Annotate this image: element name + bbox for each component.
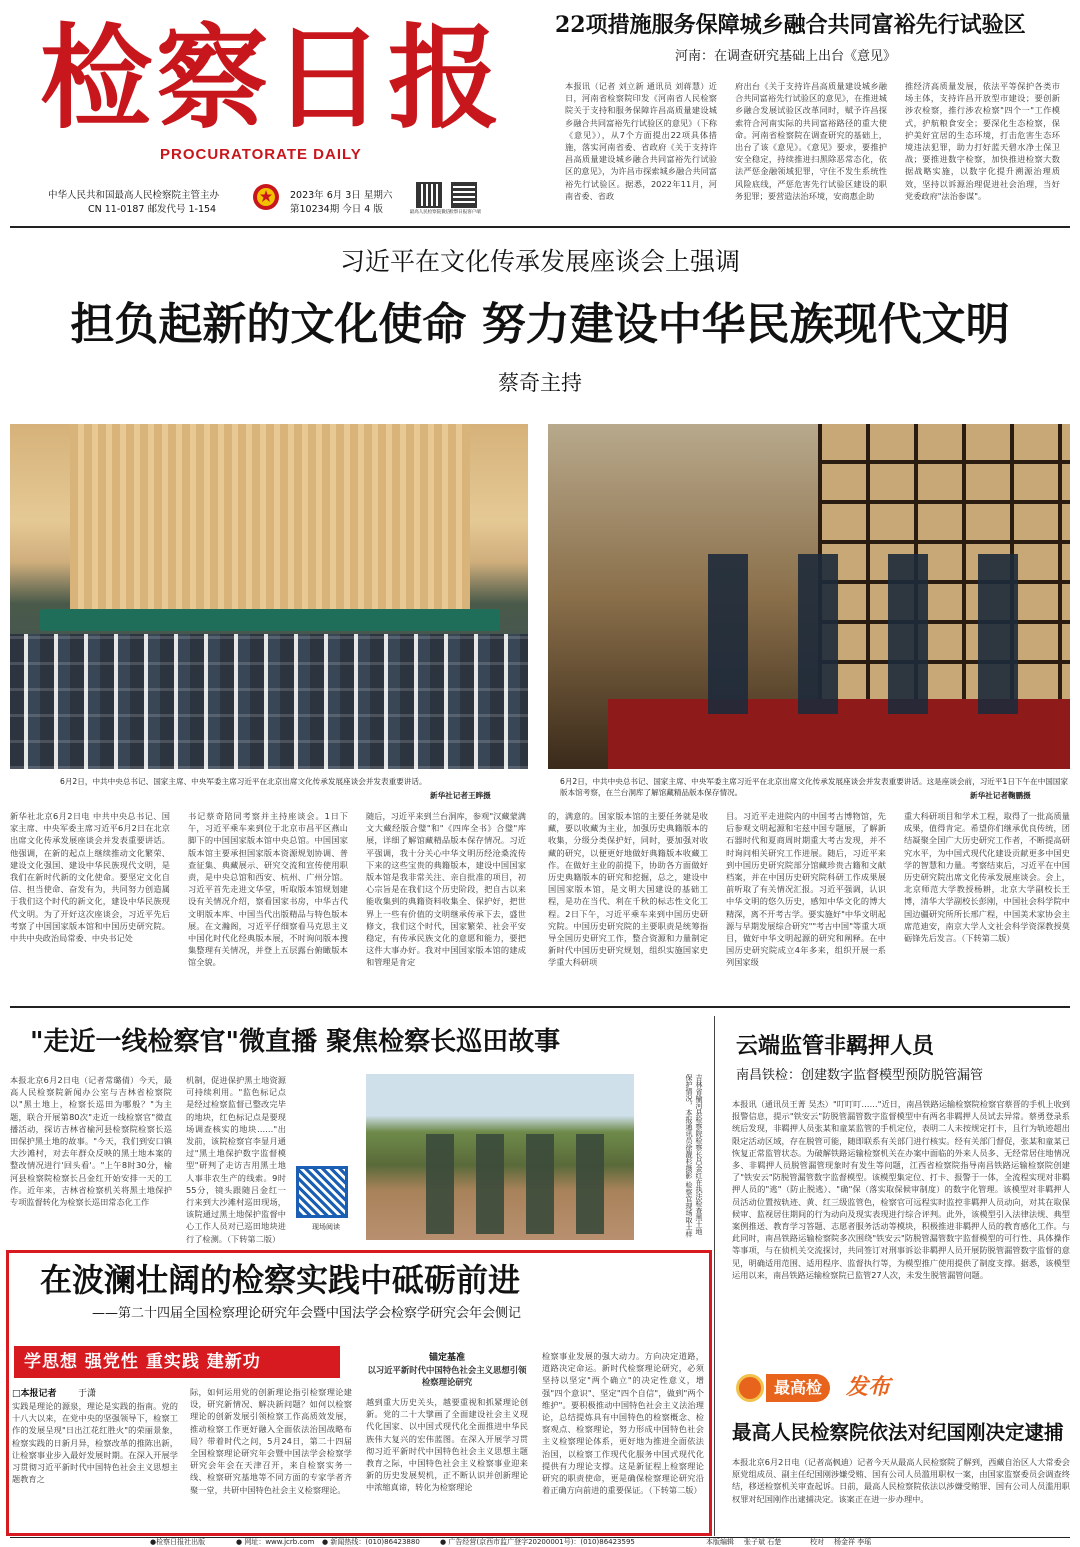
footer-proof-label: 校对 xyxy=(810,1538,824,1546)
lead-col-6: 重大科研项目和学术工程，取得了一批高质量成果，值得肯定。希望你们继承优良传统，团结凝聚全国广大历史研究工作者，不断提高研究水平，为中国式现代化建设贡献更多中国史学的智慧和力量。考察结束后，习近平在中国历史研究院出席文化传承发展座谈会。会上，北京师范大学教授杨耕，北京大学副校长王博，清华大学副校长彭刚，中国社会科学院中国边疆研究所所长邢广程，中国美术家协会主席范迪安，南京大学人文社会科学资深教授莫砺锋先后发言。（下转第二版） xyxy=(904,811,1070,944)
inspectors xyxy=(426,1134,626,1234)
feature-col-2: 际，如何运用党的创新理论指引检察理论建设，研究新情况、解决新问题？如何以检察理论的创新发展引领检察工作高质效发展，推动检察工作更好融入全面依法治国战略布局？带着时代之问，5月24日，第二十四届全国检察理论研究年会暨中国法学会检察学研究会年会在天津召开，来自检察实务一线、检察研究基地等不同方面的专家学者齐聚一堂，共研中国特色社会主义检察理论。 xyxy=(190,1387,352,1495)
sponsor-line: 中华人民共和国最高人民检察院主管主办 xyxy=(48,190,220,201)
feature-headline: 在波澜壮阔的检察实践中砥砺前进 xyxy=(40,1261,521,1299)
divider xyxy=(10,1006,1070,1008)
issue-number: 第10234期 今日 4 版 xyxy=(290,204,383,215)
footer-editor-label: 本版编辑 xyxy=(706,1538,734,1546)
library-visit-photo xyxy=(548,424,1070,769)
lead-col-2: 书记蔡奇陪同考察并主持座谈会。1日下午，习近平乘车来到位于北京市昌平区燕山脚下的中国国家版本馆中央总馆。中国国家版本馆主要承担国家版本资源规划协调、普查征集、典藏展示、研究交流和宣传使用职责，是中央总馆和西安、杭州、广州分馆。习近平首先走进文华堂，听取版本馆规划建设有关情况介绍，察看国家书房，中华古代文明版本库、中国当代出版精品与特色版本展。在文瀚阁，习近平仔细察看马克思主义中国化时代化经典版本展，不时询问版本搜集整理有关情况，并登上五层露台俯瞰版本馆全貌。 xyxy=(188,811,348,968)
spp-badge-label: 最高检 xyxy=(766,1374,830,1402)
feature-author: 于潇 xyxy=(78,1389,97,1399)
feature-banner: 学思想 强党性 重实践 建新功 xyxy=(14,1346,340,1378)
top-story-subtitle: 河南：在调查研究基础上出台《意见》 xyxy=(675,49,897,64)
lead-byline: 蔡奇主持 xyxy=(498,371,582,395)
field-inspection-photo xyxy=(366,1074,634,1240)
lead-col-5: 目。习近平走进院内的中国考古博物馆，先后参观文明起源和宅兹中国专题展，了解新石器时代和夏商周时期重大考古发现，并不时询问相关研究工作进展。随后，习近平来到中国历史研究院部分馆藏珍贵古籍和文献档案，并在中国历史研究院科研工作成果展前听取了有关情况汇报。习近平强调，认识中华文明的悠久历史，感知中华文化的博大精深，离不开考古学。要实施好"中华文明起源与早期发展综合研究""考古中国"等重大项目，做好中华文明起源的研究和阐释。在中国历史研究院成立4年多来，组织开展一系列国家级 xyxy=(726,811,886,968)
cloud-headline: 云端监管非羁押人员 xyxy=(736,1033,935,1059)
top-story-col3: 推经济高质量发展，依法平等保护各类市场主体，支持许昌开放型市建设；要创新涉农检察，推行涉农检察"四个一"工作模式，护航粮食安全；要深化生态检察，保护美好宜居的生态环境，打击危害生态环境违法犯罪，助力打好蓝天碧水净土保卫战；要推进数字检察，加快推进检察大数据战略实施，以数字化提升溯源治理质效，坚持以诉源治理促进社会治理，当好党委政府"法治参谋"。 xyxy=(905,81,1060,201)
masthead-title: 检察日报 xyxy=(40,13,504,144)
library-photo-credit: 新华社记者鞠鹏摄 xyxy=(970,791,1031,800)
spp-body: 本报北京6月2日电（记者高枫迪）记者今天从最高人民检察院了解到，西藏自治区人大常委会原党组成员、副主任纪国刚涉嫌受贿、国有公司人员滥用职权一案，由国家监察委员会调查终结，移送检察机关审查起诉。日前，最高人民检察院依法以涉嫌受贿罪、国有公司人员滥用职权罪对纪国刚作出逮捕决定。该案正在进一步办理中。 xyxy=(732,1457,1070,1504)
footer-editors: 张子斌 石楚 xyxy=(744,1538,782,1546)
meeting-photo-caption: 6月2日，中共中央总书记、国家主席、中央军委主席习近平在北京出席文化传承发展座谈会并发表重要讲话。 xyxy=(60,777,427,786)
live-qr-label: 现场阅读 xyxy=(312,1223,340,1231)
column-divider xyxy=(714,1016,715,1536)
cloud-body: 本报讯（通讯员王菁 吴杰）"叮叮叮……"近日，南昌铁路运输检察院检察官蔡晋的手机上收到报警信息，提示"铁安云"防脱管漏管数字监督模型中有两名非羁押人员试去异常。蔡勇登录系统后发现，非羁押人员张某和童某监管的手机定位，表明二人未按规定打卡，且行为轨迹超出限定活动区域，存在脱管可能，随即联系有关部门进行核实。经有关部门督促，张某和童某已恢复正常监管状态。为破解铁路运输检察机关在办案中面临的外来人员多、无经常居住地情况多、非羁押人员脱管漏管现象时有发生等问题，江西省检察院指导南昌铁路运输检察院创建了"铁安云"防脱管漏管数字监督模型。该模型集定位、打卡、报警于一体，全流程实现对非羁押人员的"逃"（防止脱逃）、"确"保（落实取保候审制度）的数字化管理。该模型对非羁押人员活动位置按轨迹、黄、红三级监管色，检察官可远程实时监控非羁押人员动向，对其在取保候审、监视居住期间的行为动向及现实表现进行综合评判。此外，该模型引入法律法规、典型案例推送、教育学习答题、志愿者服务活动等模块，积极推进非羁押人员的教育感化工作。与此同时，南昌铁路运输检察院多次围绕"铁安云"防脱管漏管数字监督模型的可行性、具体操作等事项，与在侦机关交流探讨，共同签订对刑事诉讼非羁押人员开展防脱管漏管数字监督的意见，明确适用范围、适用程序、监督执行等，为模型推广使用提供了制度支撑。据悉，该模型运用以来，南昌铁路运输检察院已监管27人次，未发生脱管漏管问题。 xyxy=(732,1099,1070,1280)
audience-rows xyxy=(10,634,528,769)
feature-subhead: ——第二十四届全国检察理论研究年会暨中国法学会检察学研究会年会侧记 xyxy=(92,1306,522,1321)
live-headline: "走近一线检察官"微直播 聚焦检察长巡田故事 xyxy=(30,1027,561,1057)
footer-ads: ● 广告经营(京西市监广登字20200001号)：(010)86423595 xyxy=(440,1538,635,1546)
meeting-photo xyxy=(10,424,528,769)
live-col-2: 机制，促进保护黑土地资源可持续利用。"监色标记点是经过检察监督已整改完毕的地块，红色标记点是要现场调查核实的地块……"出发前，该院检察官李显月通过"黑土地保护数字监督模型"研判了走访吉用黑土地人事非农生产的线索。9时55分，镜头跟随吕金红一行来到大沙滩村巡田现场，该院通过黑土地保护监督中心工作人员对已巡田地块进行了检测。（下转第二版） xyxy=(186,1075,286,1244)
feature-col3-kicker: 锚定基准 xyxy=(428,1353,465,1363)
curtain xyxy=(70,424,470,614)
footer-publisher: ●检察日报社出版 xyxy=(150,1538,206,1546)
feature-col-1: 实践是理论的源泉，理论是实践的指南。党的十八大以来，在党中央的坚强领导下，检察工作的发展呈现"日出江花红胜火"的荣丽景象，检察实践的日新月异，检察改革的推陈出新，让检察事业步入最好发展时期。在深入开展学习贯彻习近平新时代中国特色社会主义思想主题教育之 xyxy=(12,1401,178,1485)
top-story-headline: 22项措施服务保障城乡融合共同富裕先行试验区 xyxy=(555,12,1026,38)
divider xyxy=(10,226,1070,228)
masthead-subtitle: PROCURATORATE DAILY xyxy=(160,146,362,163)
qr-code-app[interactable] xyxy=(451,182,477,208)
masthead xyxy=(0,0,540,222)
lead-col-1: 新华社北京6月2日电 中共中央总书记、国家主席、中央军委主席习近平6月2日在北京出席文化传承发展座谈会并发表重要讲话。他强调，在新的起点上继续推动文化繁荣、建设文化强国、建设中华民族现代文明，是我们在新时代新的文化使命。要坚定文化自信、担当使命、奋发有为，共同努力创造属于我们这个时代的新文化，建设中华民族现代文明。为了开好这次座谈会，习近平先后考察了中国国家版本馆和中国历史研究院。中共中央政治局常委、中央书记处 xyxy=(10,811,170,944)
meeting-photo-credit: 新华社记者王晔摄 xyxy=(430,791,491,800)
top-story-col1: 本报讯（记者 刘立新 通讯员 刘蒋慧）近日，河南省检察院印发《河南省人民检察院关于支持和服务保障许昌高质量建设城乡融合共同富裕先行试验区的意见》（下称《意见》），从7个方面提出22项具体措施，落实河南省委、省政府《关于支持许昌高质量建设城乡融合共同富裕先行试验区的意见》，为许昌市探索城乡融合共同富裕先行试验区。据悉，2022年11月，河南省委、省政 xyxy=(565,81,717,201)
podium-table xyxy=(40,609,500,631)
national-emblem-icon xyxy=(252,183,280,211)
issue-date: 2023年 6月 3日 星期六 xyxy=(290,190,393,201)
feature-author-label: □本报记者 xyxy=(12,1389,57,1399)
footer-website[interactable]: ● 网址：www.jcrb.com xyxy=(236,1538,315,1546)
live-col-1: 本报北京6月2日电（记者常璐倩）今天，最高人民检察院新闻办公室与吉林省检察院以"黑土地上，检察长巡田为哪般？"为主题，联合开展第80次"走近一线检察官"微直播活动，探访吉林省榆河县检察院检察长巡田保护黑土地的故事。"今天，我们到安口镇大沙滩村，对去年群众反映的黑土地本案的整改情况进行'回头看'。"上午8时30分，榆河县检察院检察长吕金红开始安排一天的工作。近年来，吉林省检察机关将黑土地保护专项监督转化为检察长巡田常态化工作 xyxy=(10,1075,172,1208)
field-photo-caption: 吉林省榆河县检察院检察长吕金红在执法检查黑土地保护情况，本报通讯员徐靓杉摄影 检察官现场取土样 xyxy=(685,1074,703,1238)
spp-headline: 最高人民检察院依法对纪国刚决定逮捕 xyxy=(732,1421,1064,1444)
visitor-figures xyxy=(708,554,1068,714)
lead-col-4: 的，满意的。国家版本馆的主要任务就是收藏，要以收藏为主业，加强历史典籍版本的收集，分级分类保护好，同时，要加强对收藏的研究，以便更好地做好典籍版本收藏工作。在做好主业的前提下，协助各方面做好历史典籍版本的研究和挖掘，总之，建设中国国家版本馆，是文明大国建设的基础工程，是功在当代、利在千秋的标志性文化工程。2日下午，习近平乘车来到中国历史研究院。中国历史研究院的主要职责是统筹指导全国历史研究工作，整合资源和力量制定新时代中国历史研究规划，组织实施国家史学重大科研项 xyxy=(548,811,708,968)
feature-col3-title: 以习近平新时代中国特色社会主义思想引领检察理论研究 xyxy=(367,1365,527,1387)
spp-badge-suffix: 发布 xyxy=(846,1375,891,1400)
lead-col-3: 随后，习近平来到兰台洞库，参观"汉藏蒙满文大藏经版合璧"和"《四库全书》合璧"库展，详细了解馆藏精品版本保存情况。习近平强调，我十分关心中华文明历经沧桑流传下来的这些宝贵的典籍版本，建设中国国家版本馆是我非常关注、亲自批准的项目，初心宗旨是在我们这个历史阶段，把自古以来能收集到的典籍资料收集全、保护好，把世界上一些有价值的文明继承传承下去，盛世修文，我们这个时代，国家繁荣、社会平安稳定，有传承民族文化的意愿和能力，要把这件大事办好。我对中国国家版本馆的建成和管理是肯定 xyxy=(366,811,526,968)
top-story-col2: 府出台《关于支持许昌高质量建设城乡融合共同富裕先行试验区的意见》，在推进城乡融合发展试验区改革同时，赋予许昌探索符合河南实际的共同富裕路径的重大使命。河南省检察院在调查研究的基础上，出台了该《意见》。《意见》要求，要推护安全稳定，持续推进扫黑除恶常态化，依法严惩金融领域犯罪，守住不发生系统性风险底线，严惩危害先行试验区建设的职务犯罪；要营造法治环境，安商惠企助 xyxy=(735,81,887,201)
qr-code-wechat-label: 最高人民检察院微信 xyxy=(409,210,451,215)
footer xyxy=(0,1538,1080,1547)
lead-headline: 担负起新的文化使命 努力建设中华民族现代文明 xyxy=(70,299,1010,350)
cn-number: CN 11-0187 邮发代号 1-154 xyxy=(88,204,217,215)
lead-kicker: 习近平在文化传承发展座谈会上强调 xyxy=(339,247,740,276)
cloud-subtitle: 南昌铁检：创建数字监督模型预防脱管漏管 xyxy=(736,1068,984,1083)
qr-code-app-label: 检察日报客户端 xyxy=(449,210,481,215)
top-story xyxy=(545,0,1075,222)
qr-code-wechat[interactable] xyxy=(416,182,442,208)
feature-col-4: 检察事业发展的强大动力。方向决定道路，道路决定命运。新时代检察理论研究，必须坚持以坚定"两个确立"的决定性意义，增强"四个意识"、坚定"四个自信"，做到"两个维护"。要积极推动中国特色社会主义法治理论，总结提炼具有中国特色的检察概念、检察观点、检察理论，努力形成中国特色社会主义检察理论体系，更好地为推进全面依法治国，以检察工作现代化服务中国式现代化提供有力理论支撑。这是新征程上检察理论研究的职责使命，更是确保检察理论研究沿着正确方向前进的重要保证。（下转第二版） xyxy=(542,1351,704,1496)
footer-hotline: ● 新闻热线：(010)86423880 xyxy=(322,1538,420,1546)
live-qr-code[interactable] xyxy=(296,1166,348,1218)
spp-badge-icon xyxy=(736,1374,764,1402)
feature-col-3: 越到重大历史关头，越要重视和抓紧理论创新。党的二十大擘画了全面建设社会主义现代化国家、以中国式现代化全面推进中华民族伟大复兴的宏伟蓝图。在深入开展学习贯彻习近平新时代中国特色社会主义思想主题教育之际，中国特色社会主义检察事业迎来新的历史发展契机，正不断认识并创新理论中浓缩真谛，转化为检察理论 xyxy=(366,1397,528,1493)
footer-proofers: 杨金祥 李瑶 xyxy=(834,1538,872,1546)
library-photo-caption: 6月2日，中共中央总书记、国家主席、中央军委主席习近平在北京出席文化传承发展座谈会并发表重要讲话。这是座谈会前，习近平1日下午在中国国家版本馆考察，在兰台洞库了解馆藏精品版本保存情况。 xyxy=(560,777,1069,797)
spp-badge xyxy=(736,1372,896,1404)
